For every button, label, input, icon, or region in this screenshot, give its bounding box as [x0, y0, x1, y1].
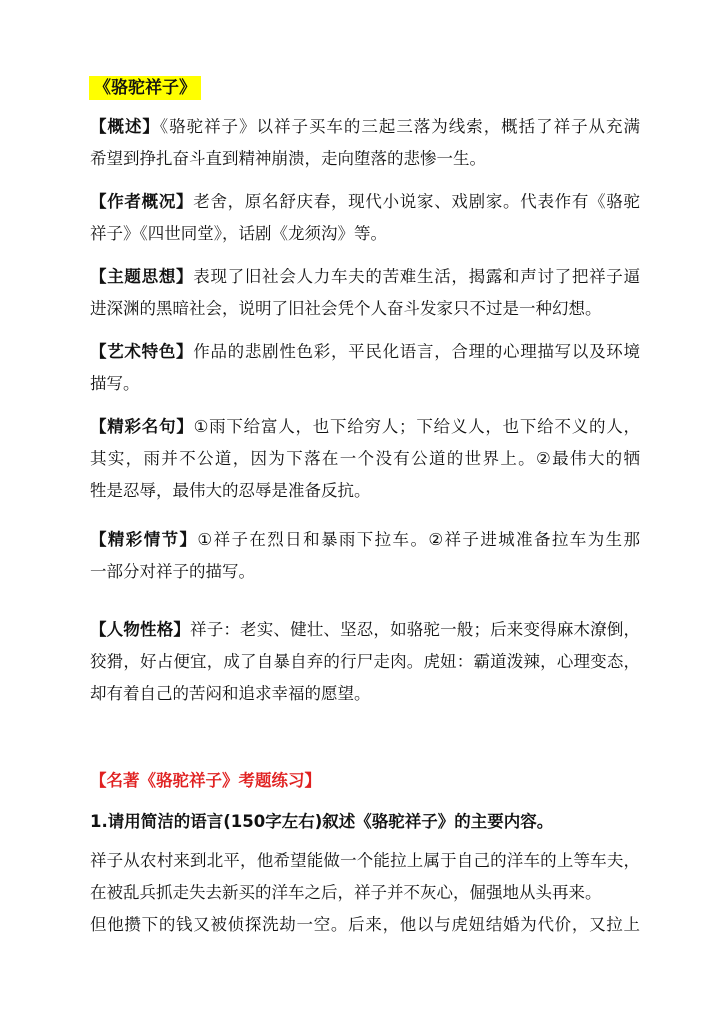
answer-line-1: 祥子从农村来到北平，他希望能做一个能拉上属于自己的洋车的上等车夫， [90, 851, 640, 870]
section-art [90, 336, 640, 400]
plot-line-2: 一部分对祥子的描写。 [90, 562, 255, 581]
exercise-header: 【名著《骆驼祥子》考题练习】 [90, 771, 321, 790]
art-label: 【艺术特色】 [90, 342, 194, 361]
document-title: 《骆驼祥子》 [89, 76, 201, 100]
summary-line-1: 【概述】《骆驼祥子》以祥子买车的三起三落为线索，概括了祥子从充满 [90, 117, 641, 136]
exercise-answer [90, 845, 640, 941]
art-line-2: 描写。 [90, 374, 140, 393]
plot-line-1: 【精彩情节】①祥子在烈日和暴雨下拉车。②祥子进城准备拉车为生那 [90, 530, 640, 549]
quotes-line-3: 牲是忍辱，最伟大的忍辱是准备反抗。 [90, 481, 371, 500]
section-theme [90, 261, 640, 325]
section-author [90, 186, 640, 250]
author-line-2: 祥子》《四世同堂》，话剧《龙须沟》等。 [90, 224, 387, 243]
character-line-1: 【人物性格】祥子：老实、健壮、坚忍，如骆驼一般；后来变得麻木潦倒， [90, 620, 640, 639]
exercise-question: 1.请用简洁的语言(150字左右)叙述《骆驼祥子》的主要内容。 [90, 812, 554, 831]
theme-line-1: 【主题思想】表现了旧社会人力车夫的苦难生活，揭露和声讨了把祥子逼 [90, 267, 641, 286]
section-character [90, 614, 640, 710]
theme-line-2: 进深渊的黑暗社会，说明了旧社会凭个人奋斗发家只不过是一种幻想。 [90, 299, 602, 318]
character-line-2: 狡猾，好占便宜，成了自暴自弃的行尸走肉。虎妞：霸道泼辣，心理变态， [90, 652, 640, 671]
quotes-line-2: 其实，雨并不公道，因为下落在一个没有公道的世界上。②最伟大的牺 [90, 449, 640, 468]
plot-label: 【精彩情节】 [90, 530, 198, 549]
summary-line-2: 希望到挣扎奋斗直到精神崩溃，走向堕落的悲惨一生。 [90, 149, 486, 168]
summary-label: 【概述】 [90, 117, 160, 136]
character-label: 【人物性格】 [90, 620, 191, 639]
section-quotes [90, 411, 640, 507]
author-line-1: 【作者概况】老舍，原名舒庆春，现代小说家、戏剧家。代表作有《骆驼 [90, 192, 641, 211]
author-label: 【作者概况】 [90, 192, 194, 211]
answer-line-2: 在被乱兵抓走失去新买的洋车之后，祥子并不灰心，倔强地从头再来。 [90, 883, 602, 902]
quotes-line-1: 【精彩名句】①雨下给富人，也下给穷人；下给义人，也下给不义的人， [90, 417, 641, 436]
section-plot [90, 524, 640, 588]
character-line-3: 却有着自己的苦闷和追求幸福的愿望。 [90, 684, 371, 703]
theme-label: 【主题思想】 [90, 267, 194, 286]
section-summary [90, 111, 640, 175]
quotes-label: 【精彩名句】 [90, 417, 194, 436]
art-line-1: 【艺术特色】作品的悲剧性色彩，平民化语言，合理的心理描写以及环境 [90, 342, 641, 361]
answer-line-3: 但他攒下的钱又被侦探洗劫一空。后来，他以与虎妞结婚为代价，又拉上 [90, 915, 640, 934]
